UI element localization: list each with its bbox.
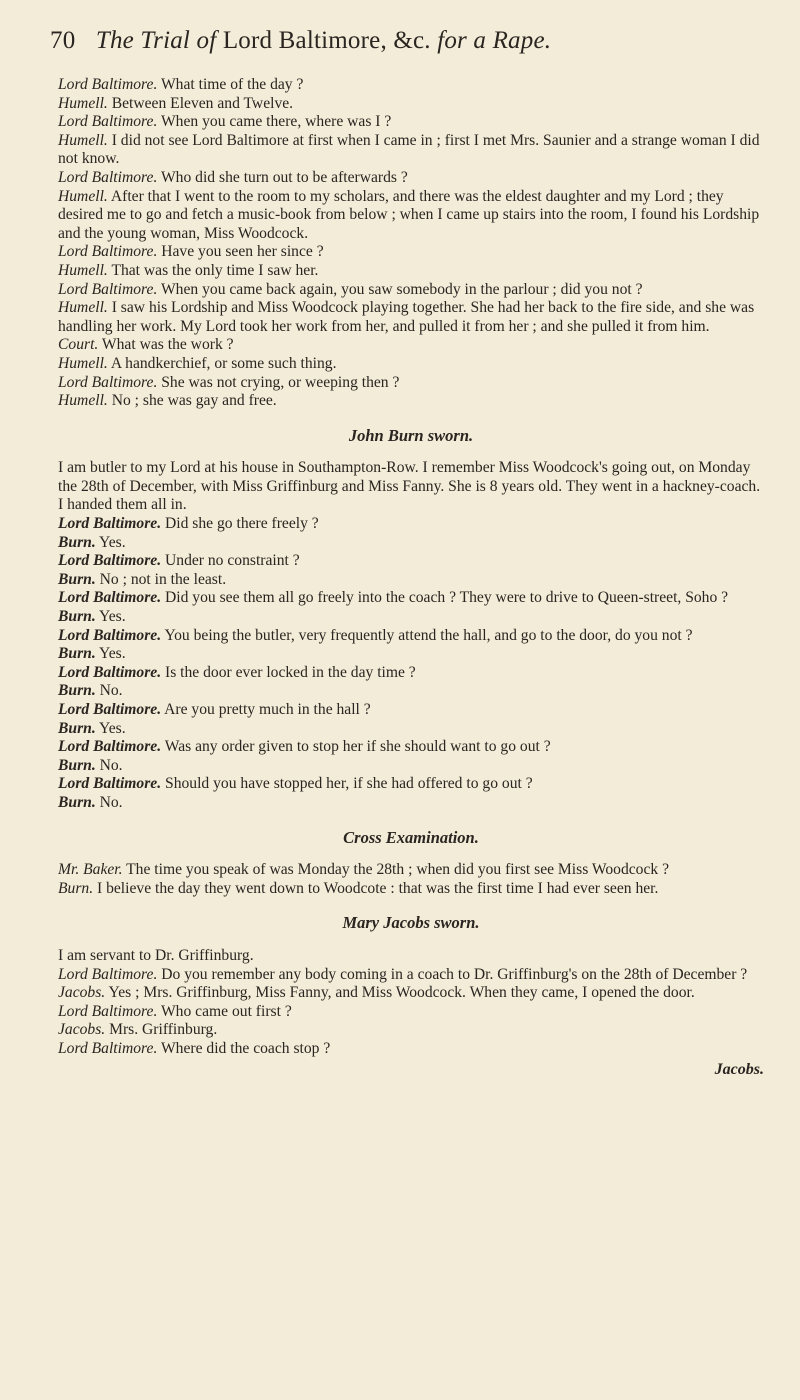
dialogue-line: [58, 1040, 764, 1059]
dialogue-line: [58, 355, 764, 374]
examination-jacobs: [58, 966, 764, 1059]
speaker-name: Court.: [58, 336, 99, 354]
speech-text: Mrs. Griffinburg.: [109, 1021, 218, 1039]
dialogue-line: [58, 1003, 764, 1022]
speech-text: What was the work ?: [101, 336, 234, 354]
speech-text: Is the door ever locked in the day time ?: [165, 663, 416, 681]
speaker-name: Humell.: [58, 131, 108, 149]
speech-text: What time of the day ?: [160, 76, 304, 93]
speech-text: Have you seen her since ?: [161, 243, 324, 261]
speaker-name: Jacobs.: [58, 1021, 106, 1039]
speaker-name: Burn.: [58, 608, 96, 626]
speaker-name: Mr. Baker.: [58, 861, 123, 879]
speech-text: Yes ; Mrs. Griffinburg, Miss Fanny, and Miss Woodcock. When they came, I opened the door.: [108, 984, 695, 1002]
dialogue-line: [58, 627, 764, 646]
speaker-name: Burn.: [58, 570, 96, 588]
speech-text: I believe the day they went down to Woodcote : that was the first time I had ever seen her.: [97, 879, 659, 897]
dialogue-line: [58, 281, 764, 300]
speaker-name: Burn.: [58, 793, 96, 811]
dialogue-line: [58, 336, 764, 355]
dialogue-line: [58, 682, 764, 701]
speaker-name: Lord Baltimore.: [58, 280, 158, 298]
speech-text: Should you have stopped her, if she had offered to go out ?: [165, 775, 533, 793]
dialogue-line: [58, 701, 764, 720]
heading-john-burn: John Burn sworn.: [348, 425, 474, 445]
speech-text: After that I went to the room to my scholars, and there was the eldest daughter and my Lord ; they desired me to go and fetch a music-book from below ; when I came up stairs into the room, I found his Lordship and the young woman, Miss Woodcock.: [58, 187, 760, 242]
dialogue-line: [58, 76, 764, 95]
dialogue-line: [58, 861, 764, 880]
examination-burn: [58, 515, 764, 813]
page-body: [58, 76, 764, 1079]
jacobs-testimony: I am servant to Dr. Griffinburg.: [58, 946, 254, 964]
speaker-name: Humell.: [58, 354, 108, 372]
dialogue-line: [58, 534, 764, 553]
speaker-name: Lord Baltimore.: [58, 738, 162, 756]
speaker-name: Lord Baltimore.: [58, 515, 162, 533]
dialogue-line: [58, 95, 764, 114]
speech-text: Yes.: [99, 533, 126, 551]
speech-text: That was the only time I saw her.: [111, 261, 319, 279]
speech-text: Under no constraint ?: [165, 552, 300, 570]
speech-text: A handkerchief, or some such thing.: [110, 354, 337, 372]
header-trial: Trial of: [140, 27, 217, 54]
catchword: Jacobs.: [714, 1060, 764, 1078]
heading-cross-examination: Cross Examination.: [343, 827, 479, 847]
speaker-name: Burn.: [58, 756, 96, 774]
speech-text: Did you see them all go freely into the coach ? They were to drive to Queen-street, Soho ?: [165, 589, 729, 607]
header-for: for a Rape.: [437, 27, 552, 54]
dialogue-line: [58, 113, 764, 132]
dialogue-line: [58, 571, 764, 590]
speaker-name: Humell.: [58, 187, 108, 205]
speech-text: Are you pretty much in the hall ?: [164, 701, 371, 718]
speaker-name: Lord Baltimore.: [58, 168, 158, 186]
speech-text: Yes.: [99, 608, 126, 626]
dialogue-line: [58, 966, 764, 985]
speech-text: When you came there, where was I ?: [160, 113, 392, 131]
speaker-name: Jacobs.: [58, 984, 106, 1002]
speaker-name: Burn.: [58, 719, 96, 737]
speech-text: When you came back again, you saw somebody in the parlour ; did you not ?: [160, 280, 643, 298]
cross-examination: [58, 861, 764, 898]
speaker-name: Lord Baltimore.: [58, 373, 158, 391]
speaker-name: Humell.: [58, 94, 108, 112]
speaker-name: Lord Baltimore.: [58, 1002, 158, 1020]
heading-mary-jacobs: Mary Jacobs sworn.: [342, 913, 480, 933]
dialogue-line: [58, 608, 764, 627]
page-number: 70: [50, 27, 76, 54]
examination-humell: [58, 76, 764, 411]
speaker-name: Burn.: [58, 533, 96, 551]
speaker-name: Lord Baltimore.: [58, 663, 162, 681]
dialogue-line: [58, 392, 764, 411]
speaker-name: Burn.: [58, 879, 94, 897]
speech-text: Did she go there freely ?: [165, 515, 319, 533]
dialogue-line: [58, 738, 764, 757]
speech-text: No.: [99, 793, 123, 811]
speaker-name: Lord Baltimore.: [58, 626, 162, 644]
speech-text: Yes.: [99, 719, 126, 737]
dialogue-line: [58, 299, 764, 336]
speaker-name: Humell.: [58, 261, 108, 279]
speech-text: Yes.: [99, 645, 126, 663]
speaker-name: Burn.: [58, 645, 96, 663]
speaker-name: Lord Baltimore.: [58, 701, 162, 718]
speech-text: Was any order given to stop her if she should want to go out ?: [164, 738, 551, 756]
speaker-name: Lord Baltimore.: [58, 775, 162, 793]
speech-text: I did not see Lord Baltimore at first when I came in ; first I met Mrs. Saunier and a strange woman I did not know.: [58, 131, 760, 168]
speaker-name: Lord Baltimore.: [58, 552, 162, 570]
speech-text: The time you speak of was Monday the 28th ; when did you first see Miss Woodcock ?: [126, 861, 669, 879]
dialogue-line: [58, 794, 764, 813]
speaker-name: Lord Baltimore.: [58, 1039, 158, 1057]
dialogue-line: [58, 775, 764, 794]
dialogue-line: [58, 515, 764, 534]
dialogue-line: [58, 188, 764, 244]
dialogue-line: [58, 552, 764, 571]
speech-text: I saw his Lordship and Miss Woodcock playing together. She had her back to the fire side, and she was handling her work. My Lord took her work from her, and pulled it from her ; and she pulled it from him.: [58, 299, 755, 335]
speaker-name: Lord Baltimore.: [58, 965, 158, 983]
speaker-name: Lord Baltimore.: [58, 243, 158, 261]
speech-text: Where did the coach stop ?: [160, 1039, 331, 1057]
speech-text: You being the butler, very frequently attend the hall, and go to the door, do you not ?: [164, 626, 693, 644]
dialogue-line: [58, 589, 764, 608]
speaker-name: Lord Baltimore.: [58, 589, 162, 607]
dialogue-line: [58, 720, 764, 739]
speech-text: No ; not in the least.: [99, 570, 227, 588]
dialogue-line: [58, 664, 764, 683]
burn-testimony: I am butler to my Lord at his house in Southampton-Row. I remember Miss Woodcock's going out, on Monday the 28th of December, with Miss Griffinburg and Miss Fanny. She is 8 years old. They went in a hackney-coach. I handed them all in.: [58, 459, 761, 514]
speech-text: No.: [99, 682, 123, 700]
dialogue-line: [58, 169, 764, 188]
dialogue-line: [58, 645, 764, 664]
speech-text: Who did she turn out to be afterwards ?: [160, 168, 408, 186]
speech-text: No.: [99, 756, 123, 774]
speech-text: Who came out first ?: [160, 1002, 292, 1020]
dialogue-line: [58, 757, 764, 776]
dialogue-line: [58, 132, 764, 169]
speaker-name: Lord Baltimore.: [58, 76, 158, 93]
speech-text: She was not crying, or weeping then ?: [161, 373, 400, 391]
speech-text: No ; she was gay and free.: [111, 392, 277, 410]
speech-text: Between Eleven and Twelve.: [111, 94, 294, 112]
speaker-name: Lord Baltimore.: [58, 113, 158, 131]
speaker-name: Humell.: [58, 392, 108, 410]
dialogue-line: [58, 262, 764, 281]
running-header: [50, 26, 760, 56]
dialogue-line: [58, 880, 764, 899]
speech-text: Do you remember any body coming in a coach to Dr. Griffinburg's on the 28th of December ?: [161, 965, 748, 983]
dialogue-line: [58, 1021, 764, 1040]
speaker-name: Humell.: [58, 299, 108, 317]
speaker-name: Burn.: [58, 682, 96, 700]
dialogue-line: [58, 243, 764, 262]
header-the: The: [95, 27, 134, 54]
dialogue-line: [58, 984, 764, 1003]
header-title: Lord Baltimore, &c.: [222, 27, 431, 54]
dialogue-line: [58, 374, 764, 393]
